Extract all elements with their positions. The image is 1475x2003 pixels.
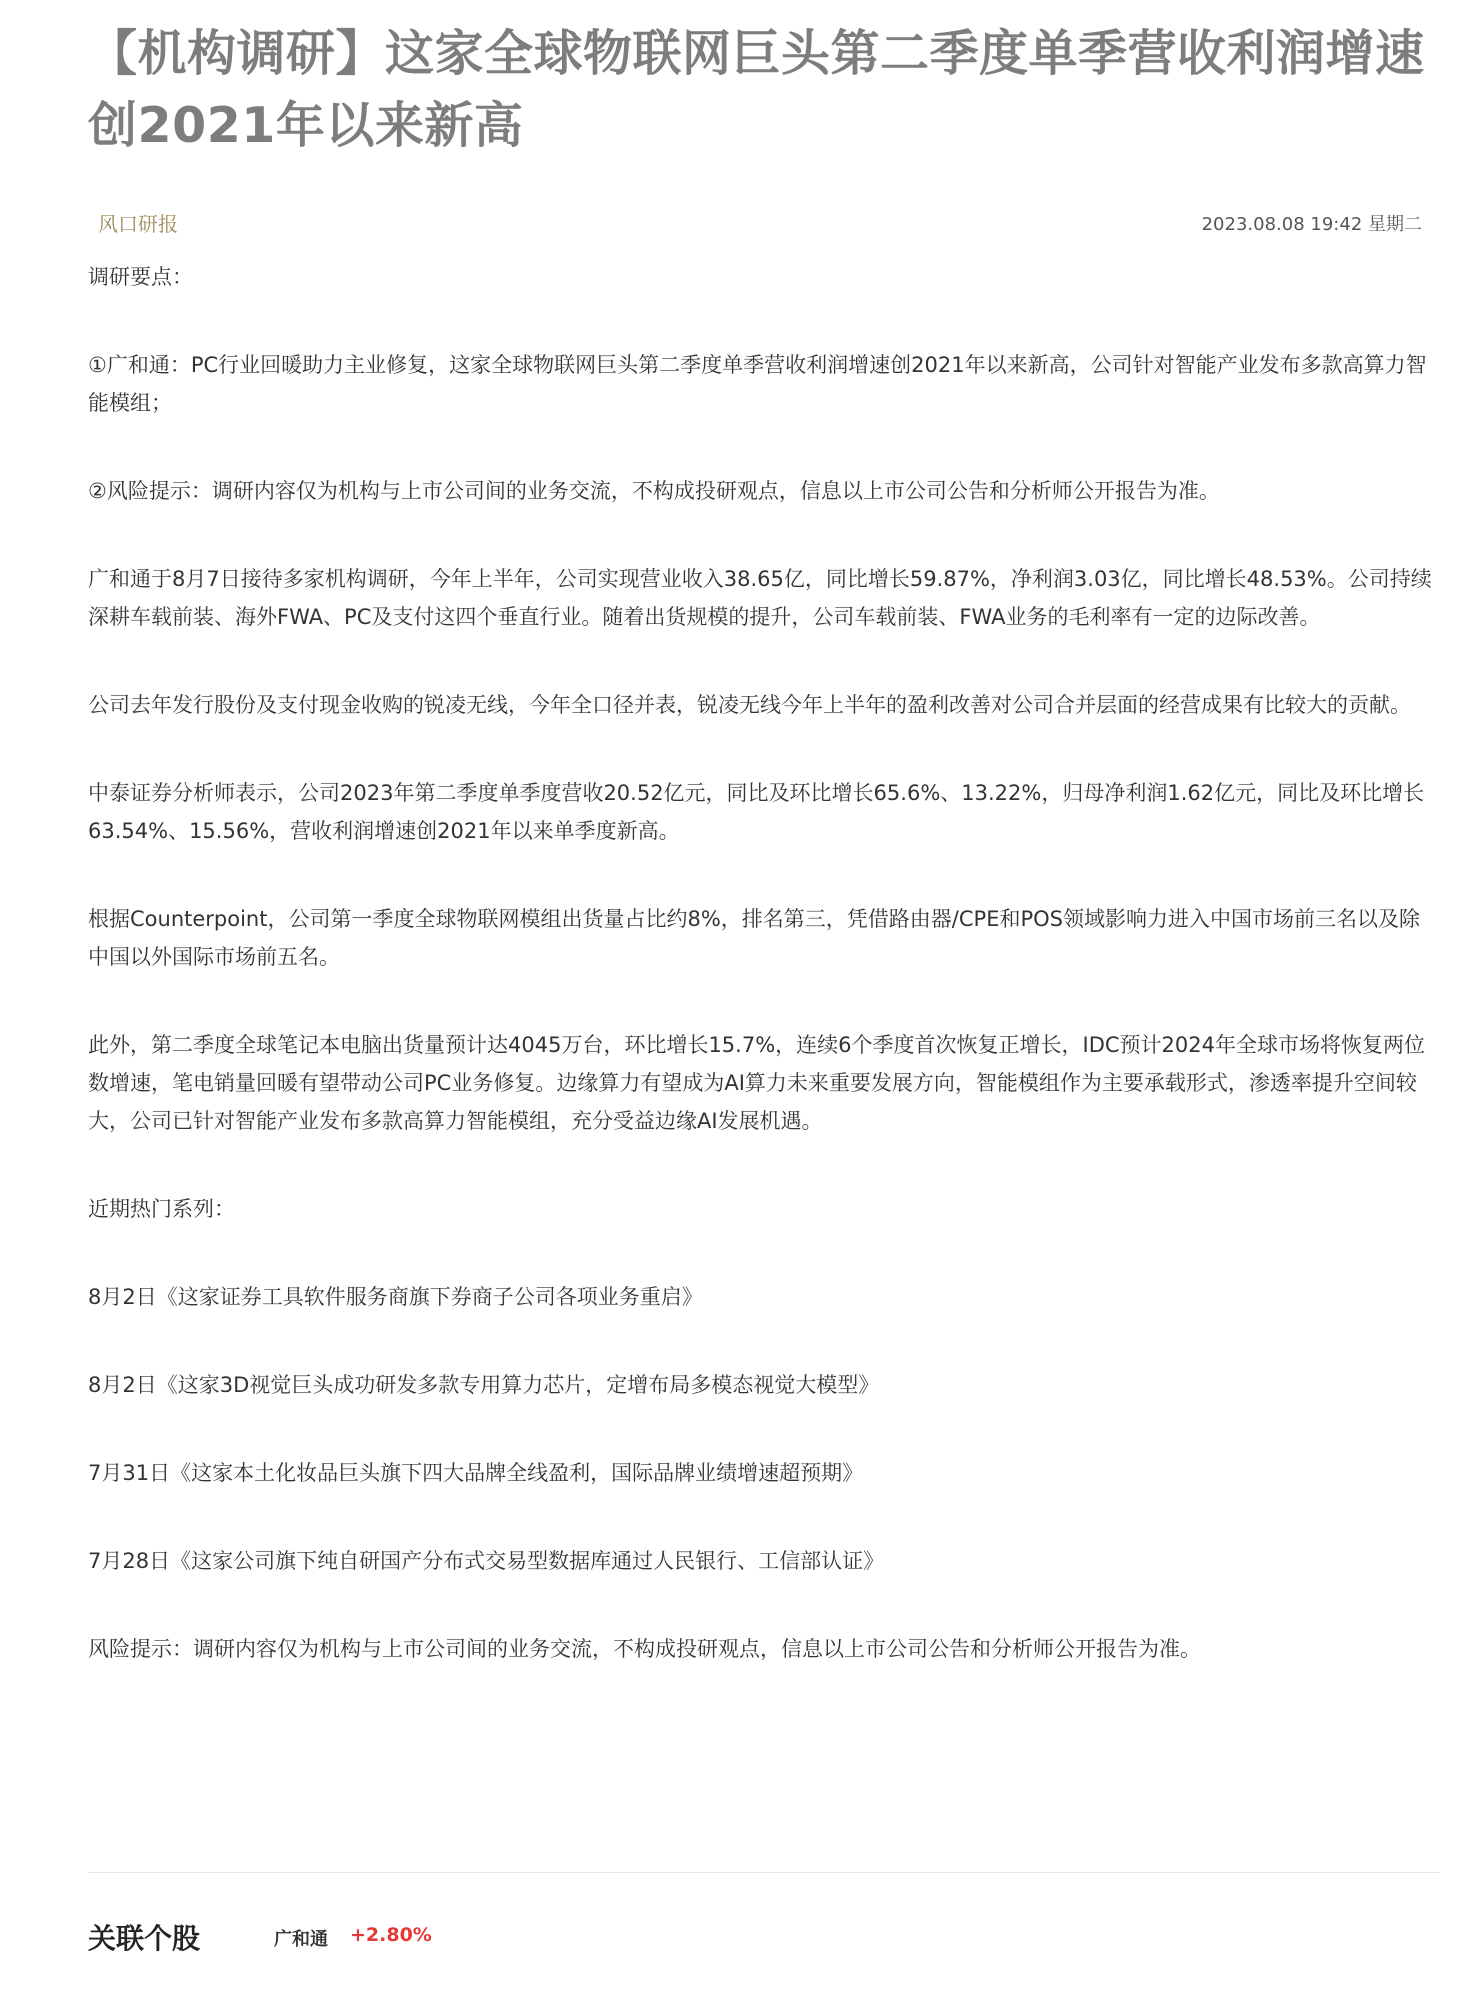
paragraph: 根据Counterpoint，公司第一季度全球物联网模组出货量占比约8%，排名第三，凭借路由器/CPE和POS领域影响力进入中国市场前三名以及除中国以外国际市场前五名。	[88, 907, 1420, 969]
paragraph: ②风险提示：调研内容仅为机构与上市公司间的业务交流，不构成投研观点，信息以上市公司公告和分析师公开报告为准。	[88, 479, 1220, 503]
related-stocks-title: 关联个股	[88, 1922, 201, 1955]
series-heading: 近期热门系列：	[88, 1197, 235, 1221]
paragraph: ①广和通：PC行业回暖助力主业修复，这家全球物联网巨头第二季度单季营收利润增速创2021年以来新高，公司针对智能产业发布多款高算力智能模组；	[88, 353, 1427, 415]
article-body	[88, 258, 1440, 1668]
article-meta	[88, 200, 1440, 240]
article-title: 【机构调研】这家全球物联网巨头第二季度单季营收利润增速创2021年以来新高	[88, 25, 1425, 154]
series-link[interactable]: 8月2日《这家3D视觉巨头成功研发多款专用算力芯片，定增布局多模态视觉大模型》	[88, 1373, 880, 1397]
section-heading: 调研要点：	[88, 265, 193, 289]
paragraph: 此外，第二季度全球笔记本电脑出货量预计达4045万台，环比增长15.7%，连续6个季度首次恢复正增长，IDC预计2024年全球市场将恢复两位数增速，笔电销量回暖有望带动公司PC业务修复。边缘算力有望成为AI算力未来重要发展方向，智能模组作为主要承载形式，渗透率提升空间较大，公司已针对智能产业发布多款高算力智能模组，充分受益边缘AI发展机遇。	[88, 1033, 1425, 1133]
article-source[interactable]: 风口研报	[98, 212, 178, 236]
article-datetime: 2023.08.08 19:42 星期二	[1201, 214, 1422, 235]
stock-change: +2.80%	[350, 1924, 432, 1946]
paragraph: 中泰证券分析师表示，公司2023年第二季度单季度营收20.52亿元，同比及环比增长65.6%、13.22%，归母净利润1.62亿元，同比及环比增长63.54%、15.56%，营收利润增速创2021年以来单季度新高。	[88, 781, 1425, 843]
paragraph: 广和通于8月7日接待多家机构调研，今年上半年，公司实现营业收入38.65亿，同比增长59.87%，净利润3.03亿，同比增长48.53%。公司持续深耕车载前装、海外FWA、PC及支付这四个垂直行业。随着出货规模的提升，公司车载前装、FWA业务的毛利率有一定的边际改善。	[88, 567, 1432, 629]
paragraph: 公司去年发行股份及支付现金收购的锐凌无线，今年全口径并表，锐凌无线今年上半年的盈利改善对公司合并层面的经营成果有比较大的贡献。	[88, 693, 1411, 717]
stock-name[interactable]: 广和通	[274, 1929, 328, 1950]
article	[88, 0, 1440, 1668]
risk-disclaimer: 风险提示：调研内容仅为机构与上市公司间的业务交流，不构成投研观点，信息以上市公司公告和分析师公开报告为准。	[88, 1637, 1201, 1661]
series-link[interactable]: 7月28日《这家公司旗下纯自研国产分布式交易型数据库通过人民银行、工信部认证》	[88, 1549, 885, 1573]
series-link[interactable]: 7月31日《这家本土化妆品巨头旗下四大品牌全线盈利，国际品牌业绩增速超预期》	[88, 1461, 864, 1485]
related-stocks-bar	[88, 1872, 1440, 1983]
series-link[interactable]: 8月2日《这家证券工具软件服务商旗下券商子公司各项业务重启》	[88, 1285, 703, 1309]
